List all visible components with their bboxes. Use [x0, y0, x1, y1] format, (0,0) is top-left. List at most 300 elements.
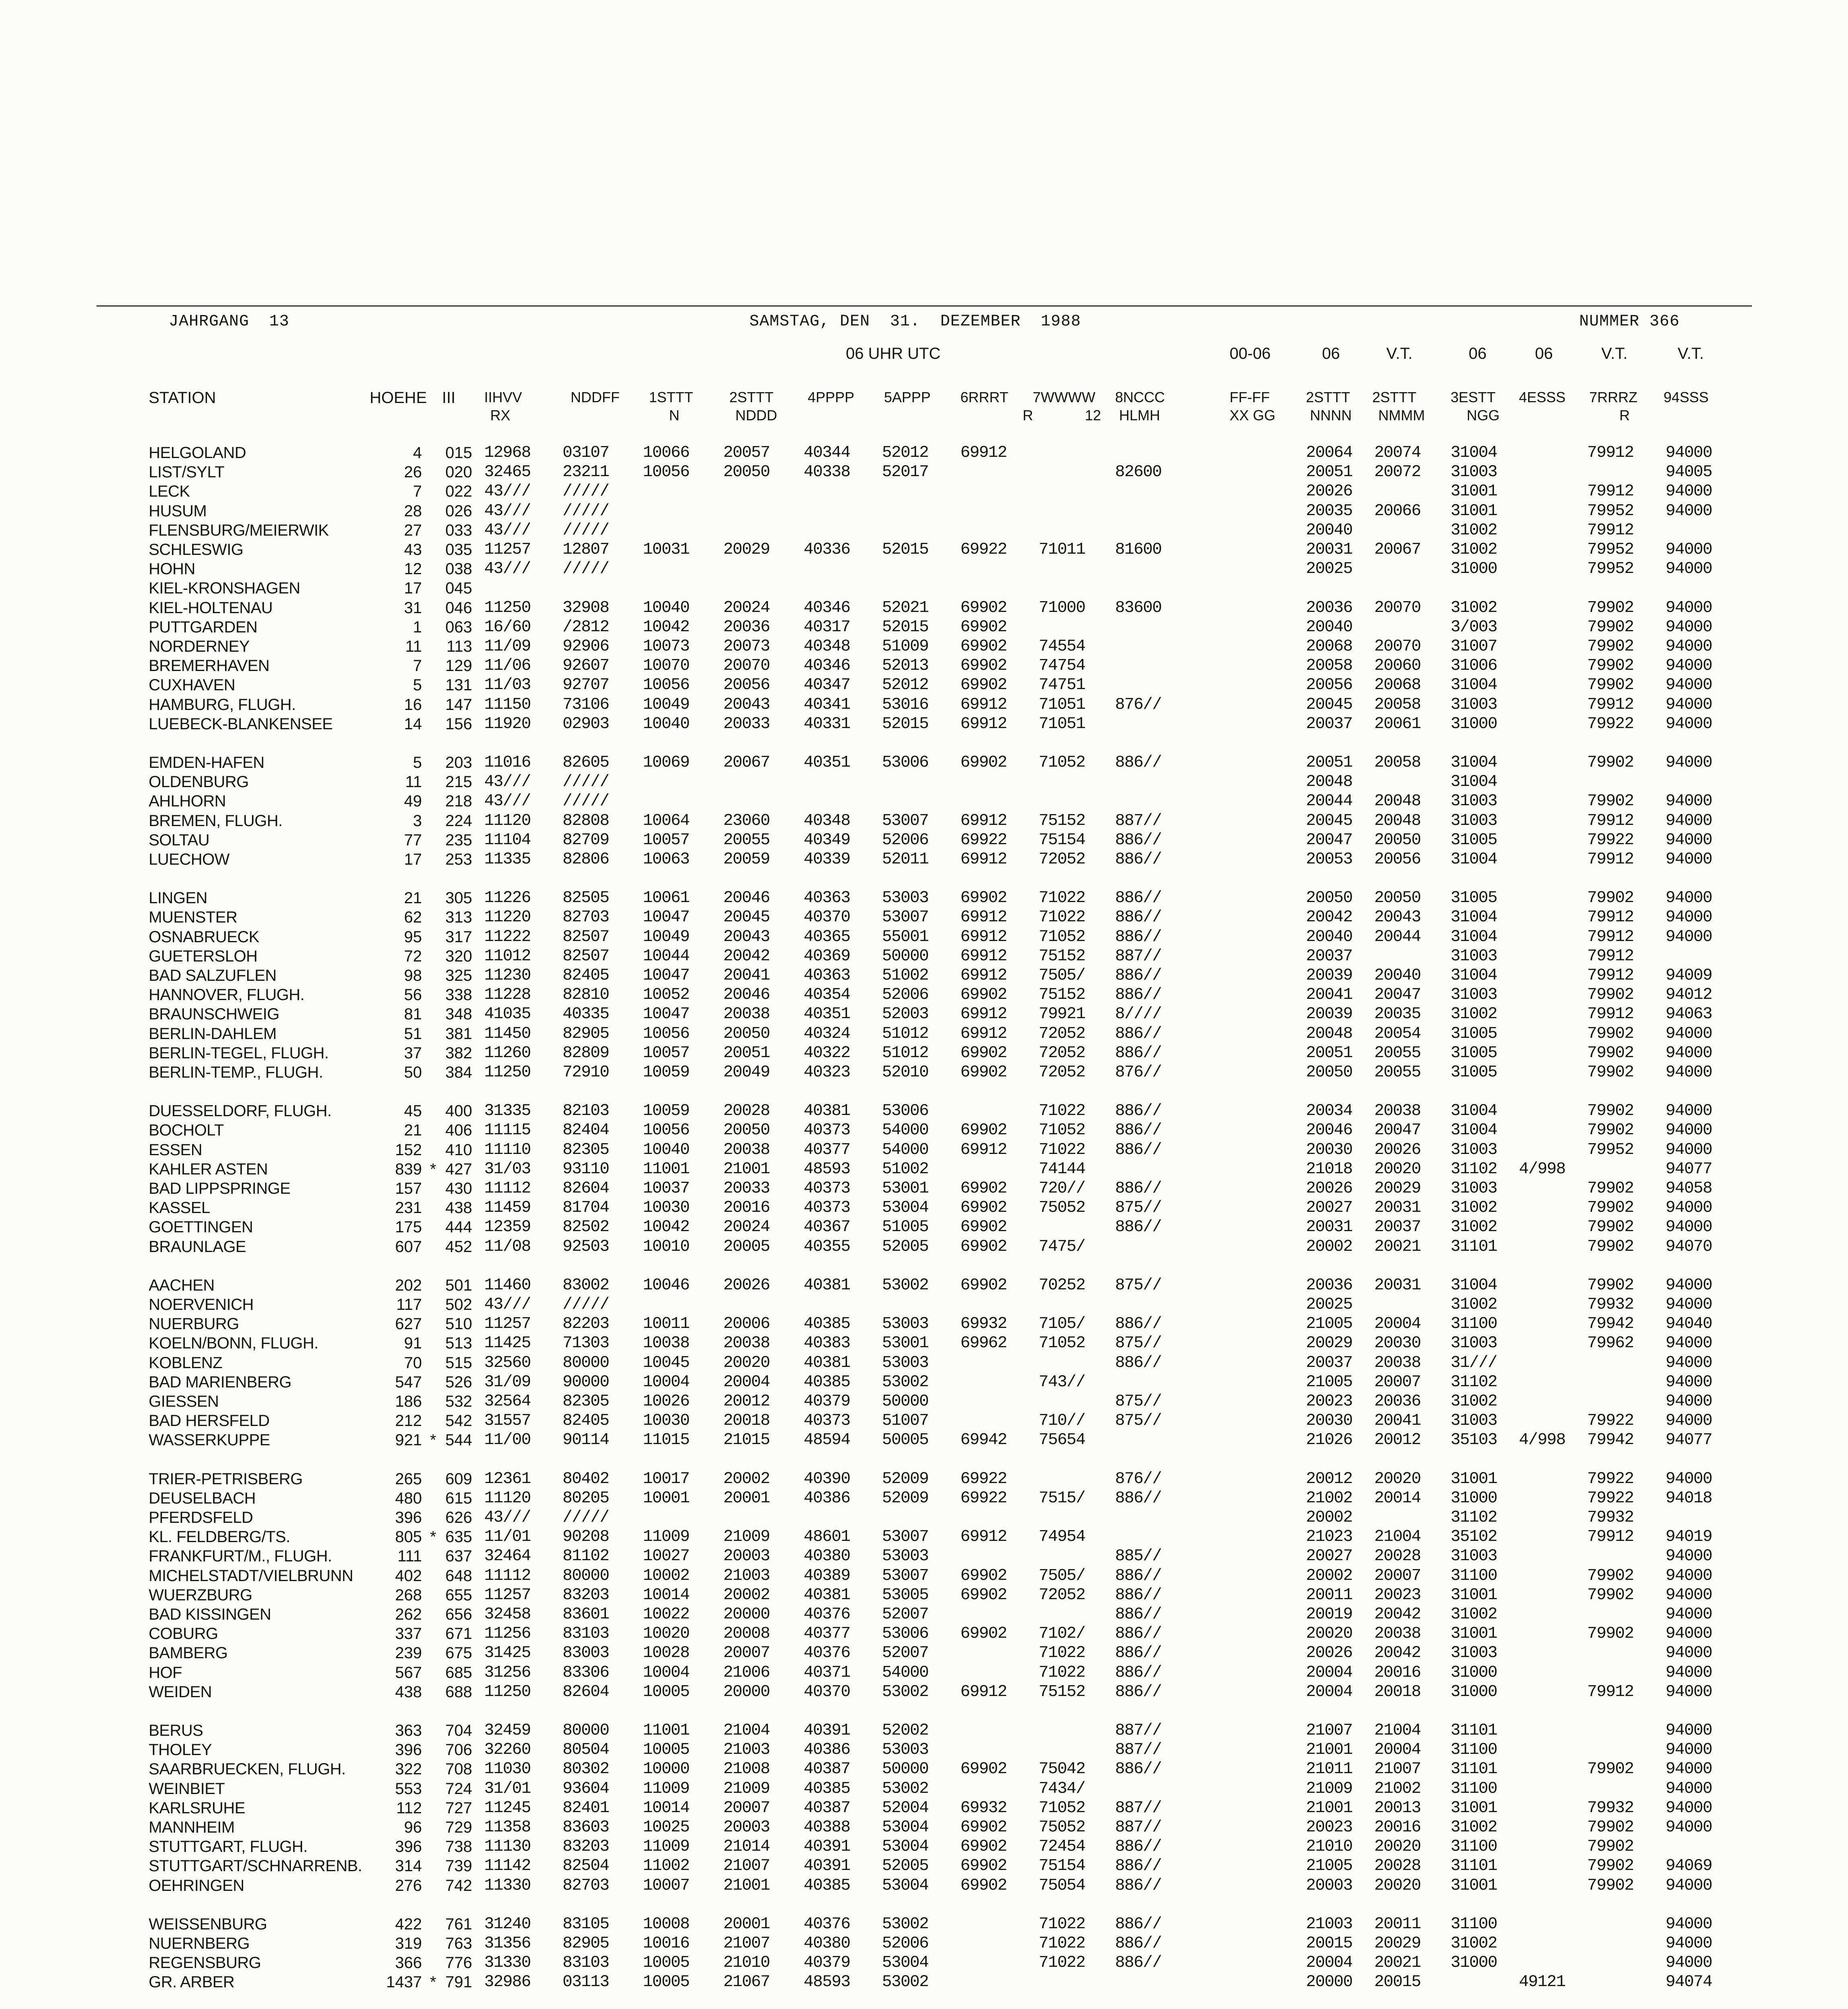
group-1: 32564 [484, 1392, 531, 1411]
group-v1: 20034 [1306, 1102, 1353, 1121]
group-6: 53003 [882, 889, 929, 908]
group-v5: 79902 [1587, 1857, 1634, 1876]
table-row [96, 1663, 1752, 1682]
group-v1: 20002 [1306, 1566, 1353, 1585]
table-row [96, 1179, 1752, 1198]
station-index: 406 [445, 1121, 472, 1140]
station-name: BERUS [149, 1722, 203, 1739]
group-1: 16/60 [484, 618, 531, 636]
group-3: 10037 [643, 1179, 690, 1198]
station-index: 215 [445, 773, 472, 791]
group-v1: 20039 [1306, 966, 1353, 985]
group-5: 40389 [804, 1566, 850, 1585]
group-v6: 94000 [1666, 1024, 1712, 1043]
group-v3: 31001 [1451, 1586, 1497, 1604]
station-index: 320 [445, 947, 472, 965]
group-9: 886// [1115, 1915, 1162, 1933]
station-index: 742 [445, 1876, 472, 1894]
group-v5: 79942 [1587, 1431, 1634, 1450]
group-6: 51012 [882, 1043, 929, 1062]
group-7: 69912 [960, 966, 1007, 985]
group-v4: 4/998 [1519, 1160, 1566, 1178]
group-1: 11/01 [484, 1528, 531, 1547]
group-9: 887// [1115, 1741, 1162, 1759]
group-5: 40371 [804, 1663, 850, 1682]
group-v6: 94005 [1666, 463, 1712, 482]
group-v5: 79952 [1587, 540, 1634, 559]
group-2: 71303 [563, 1334, 609, 1353]
group-5: 40377 [804, 1624, 850, 1643]
station-height: 117 [396, 1296, 422, 1313]
group-v2: 20037 [1374, 1218, 1421, 1237]
group-v1: 20026 [1306, 1644, 1353, 1663]
station-height: 186 [395, 1393, 422, 1410]
group-v5: 79902 [1587, 1102, 1634, 1121]
group-v6: 94000 [1666, 753, 1712, 772]
group-3: 10004 [643, 1373, 690, 1391]
group-v6: 94000 [1666, 1353, 1712, 1372]
group-3: 10022 [643, 1605, 690, 1624]
station-height: 5 [413, 754, 422, 771]
group-v2: 20042 [1374, 1644, 1421, 1663]
group-6: 54000 [882, 1140, 929, 1159]
group-5: 40377 [804, 1140, 850, 1159]
group-1: 31356 [484, 1934, 531, 1953]
group-6: 51009 [882, 637, 929, 656]
group-2: 03113 [563, 1973, 609, 1992]
station-name: BAD HERSFELD [149, 1412, 270, 1430]
group-v5: 79902 [1587, 1586, 1634, 1604]
group-v2: 20050 [1374, 889, 1421, 908]
group-v6: 94000 [1666, 850, 1712, 869]
station-name: GUETERSLOH [149, 947, 258, 965]
group-v6: 94063 [1666, 1005, 1712, 1024]
group-v5: 79902 [1587, 657, 1634, 675]
group-v3: 31003 [1451, 695, 1497, 714]
group-v1: 20003 [1306, 1876, 1353, 1895]
station-name: FRANKFURT/M., FLUGH. [149, 1547, 332, 1565]
col-c2: NDDFF [571, 389, 620, 405]
group-v5: 79902 [1587, 618, 1634, 636]
col-c1: IIHVV [484, 389, 522, 405]
table-row [96, 1586, 1752, 1605]
station-name: KOELN/BONN, FLUGH. [149, 1334, 319, 1352]
group-v2: 20007 [1374, 1566, 1421, 1585]
group-4: 20002 [723, 1586, 770, 1604]
station-height: 265 [395, 1470, 422, 1488]
station-name: SCHLESWIG [149, 541, 244, 559]
station-name: WUERZBURG [149, 1586, 252, 1604]
group-v1: 20051 [1306, 463, 1353, 482]
group-5: 40381 [804, 1586, 850, 1604]
group-8: 71011 [1039, 540, 1085, 559]
group-5: 40351 [804, 753, 850, 772]
station-name: LUECHOW [149, 851, 229, 868]
group-3: 10040 [643, 1140, 690, 1159]
group-9: 886// [1115, 1876, 1162, 1895]
group-4: 21003 [723, 1566, 770, 1585]
group-2: 73106 [563, 695, 609, 714]
group-v1: 20035 [1306, 501, 1353, 520]
group-2: 12807 [563, 540, 609, 559]
group-v1: 20004 [1306, 1954, 1353, 1972]
group-v2: 20038 [1374, 1624, 1421, 1643]
group-v1: 20027 [1306, 1199, 1353, 1217]
col-c9: 8NCCC [1115, 389, 1165, 405]
group-2: 82203 [563, 1315, 609, 1334]
table-row [96, 1411, 1752, 1430]
group-v6: 94000 [1666, 1915, 1712, 1933]
station-name: PFERDSFELD [149, 1509, 253, 1526]
group-v1: 21010 [1306, 1837, 1353, 1856]
group-6: 53004 [882, 1199, 929, 1217]
table-row [96, 1682, 1752, 1702]
station-height: 21 [404, 889, 422, 907]
group-v5: 79912 [1587, 966, 1634, 985]
station-index: 648 [445, 1567, 472, 1585]
station-name: BAD LIPPSPRINGE [149, 1180, 291, 1197]
group-2: 81102 [563, 1547, 609, 1566]
group-v1: 20037 [1306, 714, 1353, 733]
group-v6: 94018 [1666, 1489, 1712, 1508]
group-v6: 94040 [1666, 1315, 1712, 1334]
group-v1: 21023 [1306, 1528, 1353, 1547]
group-4: 20007 [723, 1644, 770, 1663]
group-v2: 20038 [1374, 1102, 1421, 1121]
group-v2: 20004 [1374, 1741, 1421, 1759]
group-9: 886// [1115, 1489, 1162, 1508]
group-v2: 20020 [1374, 1160, 1421, 1178]
group-5: 40348 [804, 811, 850, 830]
group-v6: 94000 [1666, 695, 1712, 714]
group-v5: 79962 [1587, 1334, 1634, 1353]
group-v6: 94000 [1666, 1586, 1712, 1604]
group-1: 11112 [484, 1179, 531, 1198]
table-row [96, 1508, 1752, 1527]
group-4: 21067 [723, 1973, 770, 1992]
col-c3: 1STTT [649, 389, 694, 405]
group-1: 11250 [484, 1063, 531, 1082]
group-2: 80000 [563, 1721, 609, 1740]
group-v2: 20072 [1374, 463, 1421, 482]
table-row [96, 1353, 1752, 1373]
group-9: 886// [1115, 1353, 1162, 1372]
group-v5: 79902 [1587, 1063, 1634, 1082]
station-index: 763 [445, 1935, 472, 1952]
group-5: 40381 [804, 1102, 850, 1121]
group-v2: 20021 [1374, 1237, 1421, 1256]
table-row [96, 1024, 1752, 1043]
group-v2: 21007 [1374, 1760, 1421, 1779]
table-row [96, 1295, 1752, 1314]
group-v5: 79912 [1587, 521, 1634, 540]
group-v3: 31000 [1451, 714, 1497, 733]
group-1: 43/// [484, 773, 531, 792]
group-1: 11016 [484, 753, 531, 772]
group-5: 40386 [804, 1741, 850, 1759]
group-6: 51005 [882, 1218, 929, 1237]
group-5: 40346 [804, 657, 850, 675]
group-4: 20024 [723, 1218, 770, 1237]
station-height: 175 [395, 1218, 422, 1236]
station-name: BRAUNSCHWEIG [149, 1005, 280, 1023]
group-4: 20056 [723, 676, 770, 695]
station-height: 547 [395, 1373, 422, 1391]
group-v2: 20020 [1374, 1876, 1421, 1895]
group-8: 75052 [1039, 1199, 1085, 1217]
station-index: 515 [445, 1354, 472, 1372]
group-1: 32986 [484, 1973, 531, 1992]
group-v6: 94000 [1666, 1469, 1712, 1488]
group-1: 11257 [484, 540, 531, 559]
group-v3: 3/003 [1451, 618, 1497, 636]
group-v5: 79902 [1587, 753, 1634, 772]
group-v2: 20047 [1374, 1121, 1421, 1140]
group-3: 10031 [643, 540, 690, 559]
col-c11: 2STTT [1306, 389, 1351, 405]
group-3: 11009 [643, 1528, 690, 1547]
group-2: ///// [563, 1295, 609, 1314]
station-height: 43 [404, 541, 422, 559]
station-height: 112 [396, 1799, 422, 1817]
group-6: 53007 [882, 1566, 929, 1585]
station-height: 4 [413, 444, 422, 462]
group-v5: 79912 [1587, 908, 1634, 927]
group-1: 41035 [484, 1005, 531, 1024]
group-1: 32458 [484, 1605, 531, 1624]
group-v3: 31100 [1451, 1837, 1497, 1856]
group-6: 53002 [882, 1373, 929, 1391]
group-v6: 94077 [1666, 1431, 1712, 1450]
station-height: 480 [395, 1489, 422, 1507]
group-v1: 21001 [1306, 1798, 1353, 1817]
group-v3: 31004 [1451, 966, 1497, 985]
group-1: 11110 [484, 1140, 531, 1159]
group-v2: 20021 [1374, 1954, 1421, 1972]
group-6: 53002 [882, 1973, 929, 1992]
group-v2: 20040 [1374, 966, 1421, 985]
station-height: 276 [395, 1876, 422, 1894]
group-v3: 31101 [1451, 1857, 1497, 1876]
station-index: 704 [445, 1722, 472, 1739]
table-row [96, 753, 1752, 772]
station-name: GIESSEN [149, 1393, 219, 1410]
station-index: 020 [445, 463, 472, 481]
group-5: 48593 [804, 1160, 850, 1178]
station-height: 422 [395, 1915, 422, 1933]
group-8: 71052 [1039, 927, 1085, 946]
group-7: 69902 [960, 1276, 1007, 1295]
group-v1: 20056 [1306, 676, 1353, 695]
group-v3: 31003 [1451, 1412, 1497, 1430]
station-height: 16 [404, 696, 422, 714]
group-4: 20042 [723, 947, 770, 966]
group-v6: 94000 [1666, 1276, 1712, 1295]
group-v1: 21026 [1306, 1431, 1353, 1450]
table-row [96, 888, 1752, 908]
table-row [96, 1334, 1752, 1353]
group-5: 40363 [804, 889, 850, 908]
time-label-3: 06 [1535, 345, 1553, 362]
station-index: 015 [445, 444, 472, 462]
group-9: 886// [1115, 1024, 1162, 1043]
table-row [96, 1043, 1752, 1063]
group-7: 69912 [960, 1024, 1007, 1043]
group-6: 53006 [882, 1624, 929, 1643]
group-7: 69902 [960, 598, 1007, 617]
group-v3: 35102 [1451, 1528, 1497, 1547]
group-5: 40354 [804, 986, 850, 1004]
group-3: 10002 [643, 1566, 690, 1585]
station-name: SAARBRUECKEN, FLUGH. [149, 1760, 346, 1778]
group-9: 887// [1115, 1818, 1162, 1837]
group-2: 02903 [563, 714, 609, 733]
group-4: 20051 [723, 1043, 770, 1062]
group-4: 20001 [723, 1489, 770, 1508]
station-height: 202 [395, 1276, 422, 1294]
group-5: 40385 [804, 1373, 850, 1391]
group-5: 40324 [804, 1024, 850, 1043]
group-4: 20033 [723, 1179, 770, 1198]
station-height: 91 [404, 1334, 422, 1352]
station-index: 438 [445, 1199, 472, 1217]
group-9: 876// [1115, 695, 1162, 714]
group-5: 40390 [804, 1469, 850, 1488]
group-3: 11009 [643, 1779, 690, 1798]
station-height: 1437 [386, 1973, 422, 1991]
station-height: 627 [395, 1315, 422, 1333]
group-v1: 20019 [1306, 1605, 1353, 1624]
group-v1: 20015 [1306, 1934, 1353, 1953]
group-v3: 31002 [1451, 1818, 1497, 1837]
group-5: 48601 [804, 1528, 850, 1547]
station-height: 111 [397, 1547, 422, 1565]
group-5: 40387 [804, 1760, 850, 1779]
table-row [96, 1624, 1752, 1643]
group-3: 10010 [643, 1237, 690, 1256]
group-8: 75152 [1039, 986, 1085, 1004]
group-v2: 20050 [1374, 831, 1421, 849]
group-v5: 79902 [1587, 792, 1634, 811]
group-5: 40386 [804, 1489, 850, 1508]
group-1: 11450 [484, 1024, 531, 1043]
group-7: 69902 [960, 1179, 1007, 1198]
group-2: 83601 [563, 1605, 609, 1624]
group-9: 887// [1115, 947, 1162, 966]
group-3: 10042 [643, 1218, 690, 1237]
group-6: 53003 [882, 1547, 929, 1566]
station-height: 17 [404, 851, 422, 868]
group-v6: 94000 [1666, 1663, 1712, 1682]
group-2: 83306 [563, 1663, 609, 1682]
group-v5: 79922 [1587, 831, 1634, 849]
group-6: 53006 [882, 753, 929, 772]
group-v5: 79912 [1587, 1005, 1634, 1024]
group-v3: 31002 [1451, 1218, 1497, 1237]
group-1: 11/06 [484, 657, 531, 675]
col-station: STATION [149, 389, 216, 407]
station-index: 317 [445, 928, 472, 946]
group-v1: 20002 [1306, 1508, 1353, 1527]
group-v6: 94000 [1666, 1721, 1712, 1740]
table-row [96, 462, 1752, 482]
group-2: 83003 [563, 1644, 609, 1663]
group-4: 21009 [723, 1779, 770, 1798]
group-3: 10030 [643, 1199, 690, 1217]
station-height: 7 [413, 657, 422, 675]
group-v3: 31005 [1451, 831, 1497, 849]
group-v3: 31101 [1451, 1237, 1497, 1256]
station-height: 45 [404, 1102, 422, 1120]
group-9: 886// [1115, 753, 1162, 772]
station-height: 12 [404, 560, 422, 578]
station-name: WEIDEN [149, 1683, 212, 1701]
group-v1: 20051 [1306, 753, 1353, 772]
table-row [96, 1430, 1752, 1450]
time-label-2: 06 [1469, 345, 1487, 362]
group-v5: 79902 [1587, 1837, 1634, 1856]
group-v5: 79902 [1587, 1121, 1634, 1140]
group-7: 69912 [960, 444, 1007, 462]
group-3: 10052 [643, 986, 690, 1004]
group-1: 11115 [484, 1121, 531, 1140]
table-row [96, 1721, 1752, 1740]
group-6: 52006 [882, 1934, 929, 1953]
station-name: ESSEN [149, 1141, 203, 1159]
group-v1: 21009 [1306, 1779, 1353, 1798]
group-v2: 20007 [1374, 1373, 1421, 1391]
group-v5: 79932 [1587, 1798, 1634, 1817]
table-row [96, 1759, 1752, 1779]
group-2: 82905 [563, 1934, 609, 1953]
group-2: 82502 [563, 1218, 609, 1237]
group-v6: 94000 [1666, 1334, 1712, 1353]
group-5: 40388 [804, 1818, 850, 1837]
group-1: 32260 [484, 1741, 531, 1759]
group-v3: 31004 [1451, 773, 1497, 792]
station-height: 322 [395, 1760, 422, 1778]
group-v1: 21001 [1306, 1741, 1353, 1759]
group-3: 10056 [643, 1024, 690, 1043]
group-8: 75152 [1039, 1682, 1085, 1701]
group-v1: 20045 [1306, 695, 1353, 714]
group-v6: 94000 [1666, 444, 1712, 462]
group-v6: 94058 [1666, 1179, 1712, 1198]
col-c10-sub: XX GG [1230, 407, 1276, 423]
group-v2: 21004 [1374, 1721, 1421, 1740]
group-v2: 20070 [1374, 637, 1421, 656]
station-height: 268 [395, 1586, 422, 1604]
station-index: 131 [445, 676, 472, 694]
group-6: 54000 [882, 1121, 929, 1140]
group-8: 72052 [1039, 1024, 1085, 1043]
group-6: 53002 [882, 1276, 929, 1295]
station-index: 381 [445, 1025, 472, 1043]
group-v1: 20047 [1306, 831, 1353, 849]
station-height: 921 [395, 1431, 422, 1449]
group-v2: 20048 [1374, 811, 1421, 830]
group-1: 11460 [484, 1276, 531, 1295]
group-9: 83600 [1115, 598, 1162, 617]
station-height: 11 [405, 773, 422, 791]
group-v5: 79902 [1587, 1818, 1634, 1837]
station-name: STUTTGART/SCHNARRENB. [149, 1857, 362, 1875]
group-6: 53001 [882, 1334, 929, 1353]
group-9: 886// [1115, 1315, 1162, 1334]
group-9: 886// [1115, 1857, 1162, 1876]
group-4: 20028 [723, 1102, 770, 1121]
group-9: 886// [1115, 1644, 1162, 1663]
